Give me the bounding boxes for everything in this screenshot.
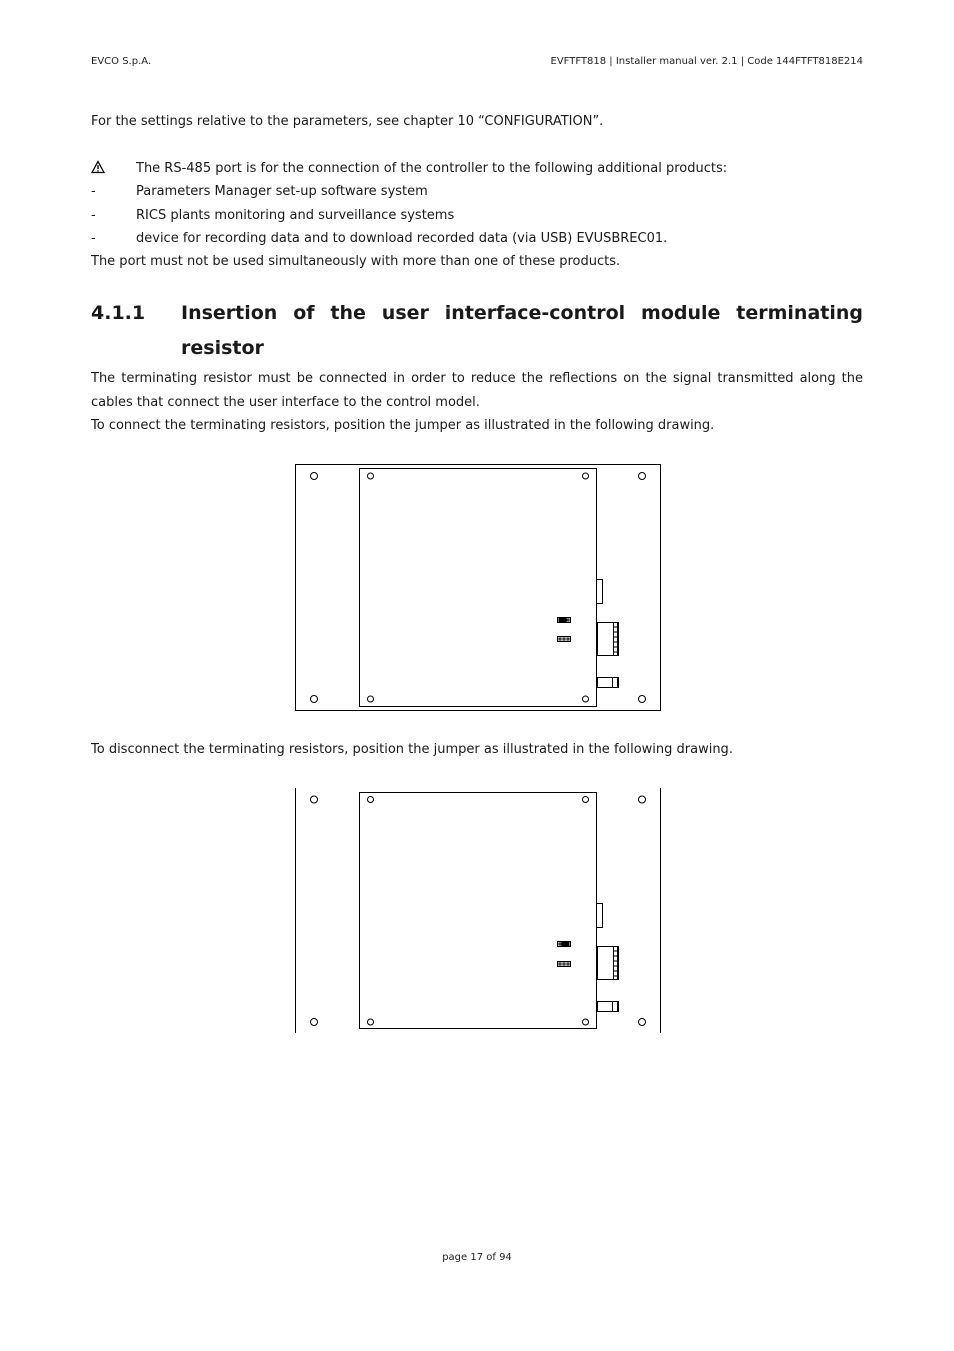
- mounting-hole: [639, 1019, 646, 1026]
- header-pins: [558, 637, 571, 642]
- small-connector: [598, 1002, 619, 1012]
- side-connector: [597, 580, 603, 604]
- list-bullet: -: [91, 208, 96, 223]
- board-drawing-connected: [294, 463, 662, 712]
- port-note: The port must not be used simultaneously with more than one of these products.: [91, 254, 621, 269]
- board-drawing-disconnected: [294, 787, 662, 1035]
- mounting-hole: [311, 796, 318, 803]
- jumper-set: [558, 618, 571, 623]
- terminal-block: [598, 623, 619, 656]
- mounting-hole: [639, 696, 646, 703]
- side-connector: [597, 904, 603, 928]
- terminal-block: [598, 947, 619, 980]
- mounting-hole: [311, 696, 318, 703]
- warning-triangle-icon: [91, 157, 111, 180]
- pcb-outline: [360, 793, 597, 1029]
- section-number: 4.1.1: [91, 302, 146, 324]
- mounting-hole: [583, 473, 589, 479]
- body-paragraph: To connect the terminating resistors, position the jumper as illustrated in the following drawing.: [91, 418, 715, 433]
- pcb-outline: [360, 469, 597, 707]
- mounting-hole: [311, 1019, 318, 1026]
- jumper-unset: [558, 942, 571, 947]
- mounting-hole: [583, 696, 589, 702]
- page-number: page 17 of 94: [442, 1252, 512, 1263]
- header-pins: [558, 962, 571, 967]
- mounting-hole: [311, 473, 318, 480]
- mounting-hole: [639, 796, 646, 803]
- mounting-hole: [368, 797, 374, 803]
- list-item-text: Parameters Manager set-up software system: [136, 184, 428, 199]
- list-item-text: device for recording data and to download recorded data (via USB) EVUSBREC01.: [136, 231, 668, 246]
- mounting-hole: [639, 473, 646, 480]
- section-title: Insertion of the user interface-control module terminating resistor: [181, 302, 863, 359]
- small-connector: [598, 678, 619, 688]
- mounting-hole: [368, 696, 374, 702]
- mounting-hole: [583, 797, 589, 803]
- mounting-hole: [583, 1019, 589, 1025]
- warning-text: The RS-485 port is for the connection of the controller to the following additional products:: [136, 161, 728, 176]
- intro-text: For the settings relative to the parameters, see chapter 10 “CONFIGURATION”.: [91, 114, 604, 129]
- list-bullet: -: [91, 184, 96, 199]
- body-paragraph: To disconnect the terminating resistors, position the jumper as illustrated in the following drawing.: [91, 742, 733, 757]
- header-doc-ref: EVFTFT818 | Installer manual ver. 2.1 | Code 144FTFT818E214: [550, 56, 863, 67]
- list-bullet: -: [91, 231, 96, 246]
- mounting-hole: [368, 473, 374, 479]
- enclosure-outline: [296, 465, 661, 711]
- mounting-hole: [368, 1019, 374, 1025]
- body-paragraph: The terminating resistor must be connected in order to reduce the reflections on the signal transmitted along the cables that connect the user interface to the control model.: [91, 371, 863, 410]
- header-company: EVCO S.p.A.: [91, 56, 152, 67]
- list-item-text: RICS plants monitoring and surveillance systems: [136, 208, 455, 223]
